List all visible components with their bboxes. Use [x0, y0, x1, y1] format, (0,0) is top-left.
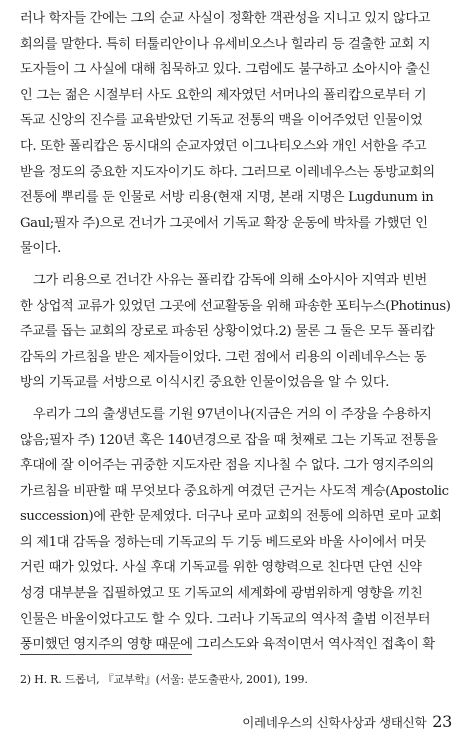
text-line: 받을 정도의 중요한 지도자이기도 하다. 그러므로 이레네우스는 동방교회의 — [20, 164, 435, 180]
text-line: 물이다. — [20, 241, 62, 257]
text-line: 다. 또한 폴리캅은 동시대의 순교자였던 이그나티오스와 개인 서한을 주고 — [20, 138, 427, 154]
footnote: 2) H. R. 드롭너, 『교부학』(서울: 분도출판사, 2001), 199. — [20, 673, 308, 686]
text-line: 도자들이 그 사실에 대해 침묵하고 있다. 그럼에도 불구하고 소아시아 출신 — [20, 62, 431, 78]
text-line: 성경 대부분을 집필하였고 또 기독교의 세계화에 광범위하게 영향을 끼친 — [20, 586, 423, 602]
running-title: 이레네우스의 신학사상과 생태신학 — [242, 715, 427, 730]
text-line: 그가 리용으로 건너간 사유는 폴리캅 감독에 의해 소아시아 지역과 빈번 — [33, 272, 427, 288]
text-line: 방의 기독교를 서방으로 이식시킨 중요한 인물이었음을 알 수 있다. — [20, 375, 390, 391]
text-line: 회의를 말한다. 특히 터툴리안이나 유세비오스나 힐라리 등 걸출한 교회 지 — [20, 36, 431, 52]
text-line: 주교를 돕는 교회의 장로로 파송된 상황이었다.2) 물론 그 둘은 모두 폴리캅 — [20, 324, 435, 340]
text-line: 가르침을 비판할 때 무엇보다 중요하게 여겼던 근거는 사도적 계승(Apostolic — [20, 483, 449, 499]
text-line: Gaul;필자 주)으로 건너가 그곳에서 기독교 확장 운동에 박차를 가했던 인 — [20, 215, 428, 231]
text-line: 풍미했던 영지주의 영향 때문에 그리스도와 육적이면서 역사적인 접촉이 확 — [20, 637, 435, 653]
text-line: 감독의 가르침을 받은 제자들이었다. 그런 점에서 리용의 이레네우스는 동 — [20, 349, 427, 365]
text-line: 한 상업적 교류가 있었던 그곳에 선교활동을 위해 파송한 포티누스(Photinus) — [20, 298, 451, 314]
text-line: 인물은 바울이었다고도 할 수 있다. 그러나 기독교의 역사적 출범 이전부터 — [20, 611, 431, 627]
footnote-divider — [20, 654, 192, 655]
text-line: 의 제1대 감독을 정하는데 기독교의 두 기둥 베드로와 바울 사이에서 머뭇 — [20, 534, 426, 550]
text-line: 거린 때가 있었다. 사실 후대 기독교를 위한 영향력으로 친다면 단연 신약 — [20, 560, 422, 576]
text-line: 독교 신앙의 진수를 교육받았던 기독교 전통의 맥을 이어주었던 인물이었 — [20, 113, 423, 129]
text-line: 전통에 뿌리를 둔 인물로 서방 리용(현재 지명, 본래 지명은 Lugdunum in — [20, 190, 434, 206]
text-line: 인 그는 젊은 시절부터 사도 요한의 제자였던 서머나의 폴리캅으로부터 기 — [20, 87, 427, 103]
text-line: 않음;필자 주) 120년 혹은 140년경으로 잡을 때 첫째로 그는 기독교 전통을 — [20, 432, 438, 448]
page-footer — [242, 712, 452, 731]
text-line: 우리가 그의 출생년도를 기원 97년이나(지금은 거의 이 주장을 수용하지 — [33, 406, 432, 422]
text-line: succession)에 관한 문제였다. 더구나 로마 교회의 전통에 의하면 로마 교회 — [20, 509, 442, 525]
text-line: 후대에 잘 이어주는 귀중한 지도자란 점을 지나칠 수 없다. 그가 영지주의의 — [20, 458, 434, 474]
body-text — [20, 6, 452, 658]
text-line: 러나 학자들 간에는 그의 순교 사실이 정확한 객관성을 지니고 있지 않다고 — [20, 11, 431, 26]
page-number: 23 — [432, 712, 452, 731]
